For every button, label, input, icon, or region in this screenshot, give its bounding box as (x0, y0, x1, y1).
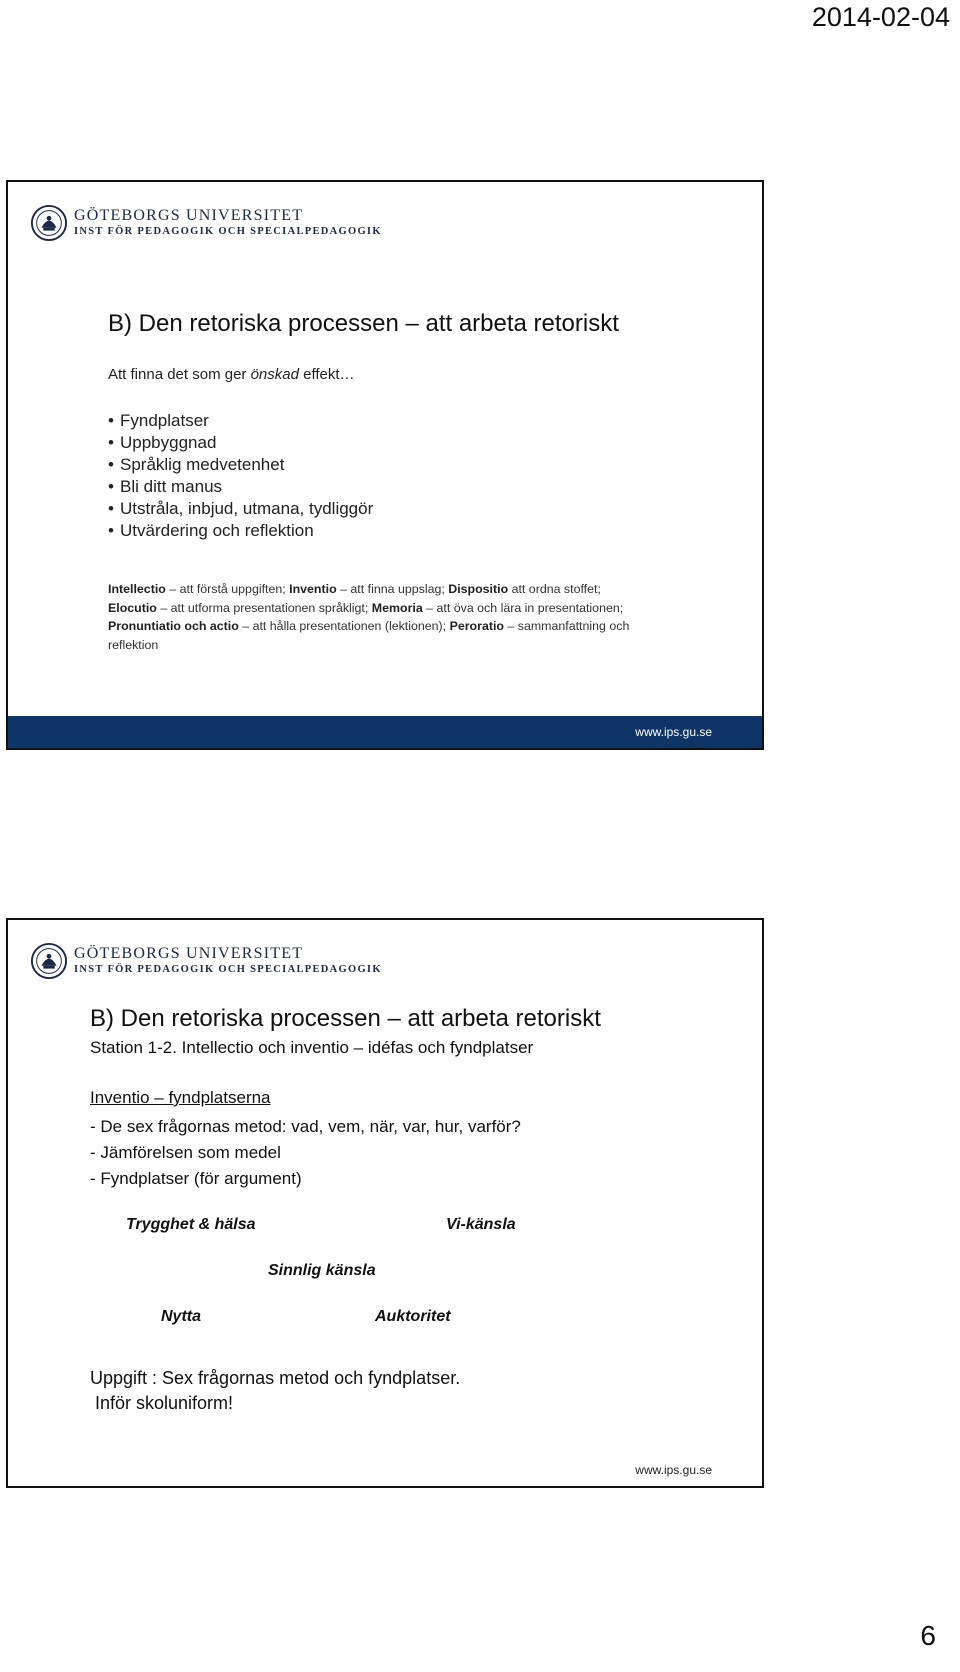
bullet-list (108, 410, 373, 542)
list-item-text: Bli ditt manus (120, 477, 223, 496)
bullet-icon: • (108, 455, 114, 474)
list-item (108, 410, 373, 432)
dash-list (90, 1114, 521, 1192)
list-item-text: Utstråla, inbjud, utmana, tydliggör (120, 499, 374, 518)
list-item-text: Fyndplatser (120, 411, 209, 430)
term-desc: – att finna uppslag; (336, 582, 449, 596)
list-item: - Fyndplatser (för argument) (90, 1169, 302, 1188)
task-text (90, 1366, 460, 1416)
term-memoria: Memoria (371, 600, 423, 615)
term-desc: – sammanfattning och reflektion (108, 619, 630, 652)
bullet-icon: • (108, 521, 114, 540)
term-pronuntiatio: Pronuntiatio och actio (108, 619, 239, 633)
bullet-icon: • (108, 433, 114, 452)
list-item (108, 476, 373, 498)
list-item-text: Uppbyggnad (120, 433, 217, 452)
bullet-icon: • (108, 477, 114, 496)
topic-auktoritet: Auktoritet (375, 1308, 451, 1325)
term-desc: – att utforma presentationen språkligt; (156, 600, 372, 615)
list-item (108, 498, 373, 520)
university-name: GÖTEBORGS UNIVERSITET (74, 207, 304, 224)
subtitle-text: Att finna det som ger (108, 366, 251, 383)
slide-footer (8, 716, 762, 748)
bullet-icon: • (108, 499, 114, 518)
term-desc: att ordna stoffet; (508, 582, 601, 596)
subtitle-text-end: effekt… (298, 366, 355, 383)
print-date: 2014-02-04 (811, 2, 950, 32)
university-logo (30, 942, 382, 980)
term-elocutio: Elocutio (108, 600, 157, 615)
term-desc: – att hålla presentationen (lektionen); (238, 619, 450, 633)
rhetoric-stages-paragraph (108, 580, 638, 654)
task-line: Uppgift : Sex frågornas metod och fyndplatser. (90, 1368, 461, 1388)
topic-trygghet: Trygghet & hälsa (126, 1216, 256, 1233)
bullet-icon: • (108, 411, 114, 430)
slide-subtitle: Station 1-2. Intellectio och inventio – idéfas och fyndplatser (90, 1038, 534, 1057)
task-line: Inför skoluniform! (95, 1393, 234, 1413)
institution-name: INST FÖR PEDAGOGIK OCH SPECIALPEDAGOGIK (74, 226, 382, 237)
page-number: 6 (920, 1620, 936, 1651)
term-intellectio: Intellectio (108, 582, 166, 596)
term-inventio: Inventio (289, 582, 337, 596)
list-item (108, 432, 373, 454)
university-name: GÖTEBORGS UNIVERSITET (74, 945, 304, 962)
term-dispositio: Dispositio (448, 582, 509, 596)
topic-nytta: Nytta (161, 1308, 202, 1325)
list-item: - Jämförelsen som medel (90, 1143, 281, 1162)
term-desc: – att förstå uppgiften; (165, 582, 290, 596)
footer-url: www.ips.gu.se (635, 725, 712, 739)
slide-footer (8, 1454, 762, 1486)
slide-2 (6, 918, 764, 1488)
list-item (108, 520, 373, 542)
university-seal-icon (30, 204, 68, 242)
slide-title: B) Den retoriska processen – att arbeta retoriskt (90, 1005, 601, 1032)
university-seal-icon (30, 942, 68, 980)
list-item: - De sex frågornas metod: vad, vem, när, var, hur, varför? (90, 1117, 521, 1136)
subtitle-emphasis: önskad (250, 366, 299, 383)
list-item (108, 454, 373, 476)
footer-url: www.ips.gu.se (635, 1463, 712, 1477)
topic-sinnlig: Sinnlig känsla (268, 1262, 376, 1279)
list-item-text: Språklig medvetenhet (120, 455, 285, 474)
term-desc: – att öva och lära in presentationen; (422, 600, 624, 615)
term-peroratio: Peroratio (449, 619, 504, 633)
slide-title: B) Den retoriska processen – att arbeta retoriskt (108, 310, 619, 337)
institution-name: INST FÖR PEDAGOGIK OCH SPECIALPEDAGOGIK (74, 964, 382, 975)
university-logo (30, 204, 382, 242)
inventio-heading: Inventio – fyndplatserna (90, 1088, 271, 1107)
list-item-text: Utvärdering och reflektion (120, 521, 314, 540)
topic-vikansla: Vi-känsla (446, 1216, 516, 1233)
slide-subtitle (108, 366, 355, 383)
slide-1 (6, 180, 764, 750)
